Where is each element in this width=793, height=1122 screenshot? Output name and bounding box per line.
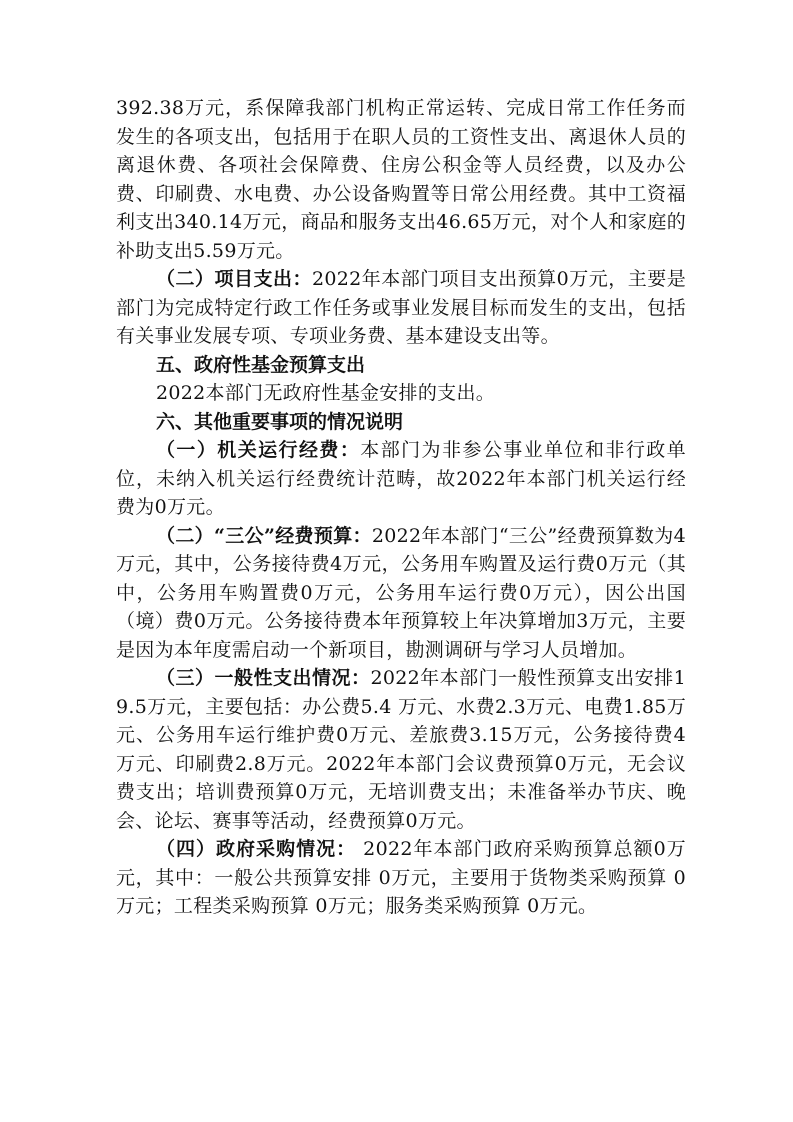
general-expenditure-label: （三）一般性支出情况： [156,667,371,689]
paragraph-three-public-funds [116,522,686,665]
section-heading-6: 六、其他重要事项的情况说明 [156,410,404,433]
paragraph-general-expenditure [116,664,686,835]
general-expenditure-text: 2022年本部门一般性预算支出安排19.5万元，主要包括：办公费5.4 万元、水费2.3万元、电费1.85万元、公务用车运行维护费0万元、差旅费3.15万元，公务接待费4万元、印刷费2.8万元。2022年本部门会议费预算0万元，无会议费支出；培训费预算0万元，无培训费支出；未准备举办节庆、晚会、论坛、赛事等活动，经费预算0万元。 [116,667,686,832]
document-body [116,94,686,921]
paragraph-basic-expenditure: 392.38万元，系保障我部门机构正常运转、完成日常工作任务而发生的各项支出，包括用于在职人员的工资性支出、离退休人员的离退休费、各项社会保障费、住房公积金等人员经费，以及办公费、印刷费、水电费、办公设备购置等日常公用经费。其中工资福利支出340.14万元，商品和服务支出46.65万元，对个人和家庭的补助支出5.59万元。 [116,97,686,262]
section-heading-5: 五、政府性基金预算支出 [156,353,366,376]
procurement-text: 2022年本部门政府采购预算总额0万元，其中：一般公共预算安排 0万元，主要用于货物类采购预算 0万元；工程类采购预算 0万元；服务类采购预算 0万元。 [116,838,686,917]
procurement-label: （四）政府采购情况： [156,838,357,860]
paragraph-procurement [116,835,686,921]
operating-funds-text: 本部门为非参公事业单位和非行政单位，未纳入机关运行经费统计范畴，故2022年本部门机关运行经费为0万元。 [116,439,686,518]
paragraph-fund-budget: 2022本部门无政府性基金安排的支出。 [156,382,496,404]
three-public-funds-label: （二）“三公”经费预算： [156,524,372,547]
project-expenditure-label: （二）项目支出： [156,268,312,290]
three-public-funds-text: 2022年本部门“三公”经费预算数为4万元，其中，公务接待费4万元，公务用车购置及运行费0万元（其中，公务用车购置费0万元，公务用车运行费0万元），因公出国（境）费0万元。公务接待费本年预算较上年决算增加3万元，主要是因为本年度需启动一个新项目，勘测调研与学习人员增加。 [116,524,686,661]
paragraph-project-expenditure [116,265,686,351]
operating-funds-label: （一）机关运行经费： [156,439,361,461]
project-expenditure-text: 2022年本部门项目支出预算0万元，主要是部门为完成特定行政工作任务或事业发展目标而发生的支出，包括有关事业发展专项、专项业务费、基本建设支出等。 [116,268,686,347]
paragraph-operating-funds [116,436,686,522]
